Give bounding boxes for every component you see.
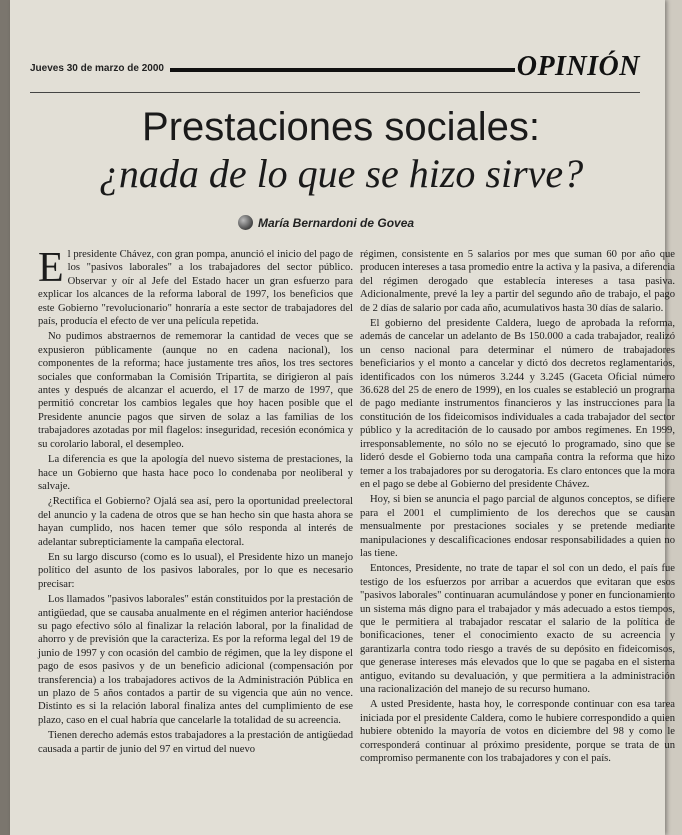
paragraph: Los llamados "pasivos laborales" están constituidos por la prestación de antigüedad, que se causaba anualmente en el régimen anterior haciéndose su pago efectivo sólo al finalizar la relación laboral, por la finalidad de ahorro y de previsión que la caracteriza. Es por la reforma legal del 19 de junio de 1997 y con ocasión del cambio de régimen, que la ley dispone el pago de esos pasivos y de un beneficio adicional (compensación por transferencia) a los trabajadores activos de la Administración Pública en un plazo de 5 años contados a partir de su vigencia que aún no vence. Distinto es si la relación laboral finaliza antes del cumplimiento de ese plazo, caso en el cual habría que cancelarle la totalidad de su acreencia. xyxy=(38,594,353,726)
paragraph: régimen, consistente en 5 salarios por mes que suman 60 por año que producen intereses a tasa promedio entre la activa y la pasiva, a diferencia del régimen derogado que establecía intereses a tasa pasiva. Adicionalmente, prevé la ley a partir del segundo año de trabajo, el pago de 2 días de salario por cada año, acumulativos hasta 30 días de salario. xyxy=(360,249,675,314)
paragraph: El gobierno del presidente Caldera, luego de aprobada la reforma, además de cancelar un adelanto de Bs 150.000 a cada trabajador, realizó un censo nacional para determinar el número de trabajadores beneficiarios y el monto a cancelar y dictó dos decretos reglamentarios, identificados con los números 3.244 y 3.245 (Gaceta Oficial número 36.628 del 25 de enero de 1999), en los cuales se estableció un programa de pago mediante instrumentos financieros y las instrucciones para la constitución de los fideicomisos individuales a cada trabajador del sector público y la acreditación de lo causado por ambos regímenes. En 1999, irresponsablemente, no sólo no se ejecutó lo programado, sino que se lideró desde el Gobierno toda una campaña contra la reforma que hizo temer a los trabajadores por su derogatoria. Es claro entonces que la mora en el pago se debe al Gobierno del presidente Chávez. xyxy=(360,318,675,490)
headline-line-2: ¿nada de lo que se hizo sirve? xyxy=(98,151,584,196)
paragraph: Hoy, si bien se anuncia el pago parcial de algunos conceptos, se difiere para el 2001 el cumplimiento de los derechos que se causan mensualmente por prestaciones sociales y se pretende mediante manipulaciones y descalificaciones endosar responsabilidades a quien no las tiene. xyxy=(360,494,675,559)
paragraph: El presidente Chávez, con gran pompa, anunció el inicio del pago de los "pasivos laborales" a los trabajadores del sector público. Observar y oír al Jefe del Estado hacer un gran esfuerzo para explicar los alcances de la reforma laboral de 1997, los beneficios que este Gobierno "revolucionario" honraría a este sector de trabajadores del país, producía el efecto de ver una película repetida. xyxy=(38,245,353,328)
header-rule xyxy=(170,68,515,72)
paragraph: A usted Presidente, hasta hoy, le corresponde continuar con esa tarea iniciada por el presidente Caldera, como le hubiere correspondido a quien hubiere obtenido la mayoría de votos en diciembre del 98 y como le corresponderá continuar al próximo presidente, porque se trata de un compromiso permanente con los trabajadores y con el país. xyxy=(360,699,675,765)
header-divider xyxy=(30,92,640,93)
publication-date: Jueves 30 de marzo de 2000 xyxy=(30,63,164,74)
headline-line-1: Prestaciones sociales: xyxy=(142,105,540,149)
drop-cap: E xyxy=(38,245,64,291)
article-column-right xyxy=(360,248,675,767)
paragraph: Entonces, Presidente, no trate de tapar el sol con un dedo, el país fue testigo de los esfuerzos por arribar a acuerdos que evitaran que esos "pasivos laborales" continuaran acumulándose y poner en funcionamiento un sistema más digno para el trabajador y más adecuado a estos tiempos, que le permitiera al trabajador rescatar el salario de la política de bonificaciones, tener el conocimiento exacto de su acreencia y garantizarla contra todo riesgo a través de su depósito en fideicomisos, que generase intereses más elevados que lo que se pagaba en el sistema antiguo, evitando su devaluación, y que permitiera a la administración una racionalización del manejo de su recurso humano. xyxy=(360,563,675,695)
byline xyxy=(258,216,414,230)
paragraph: En su largo discurso (como es lo usual), el Presidente hizo un manejo político del asunto de los pasivos laborales, por lo que es necesario precisar: xyxy=(38,551,353,590)
article-column-left xyxy=(38,245,353,758)
paragraph: Tienen derecho además estos trabajadores a la prestación de antigüedad causada a partir de junio del 97 en virtud del nuevo xyxy=(38,730,353,755)
paragraph: La diferencia es que la apología del nuevo sistema de prestaciones, la hace un Gobierno que hasta hace poco lo condenaba por neoliberal y salvaje. xyxy=(38,454,353,492)
byline-bullet-icon xyxy=(238,215,253,230)
page-header xyxy=(30,51,640,95)
section-name: OPINIÓN xyxy=(516,51,640,82)
paragraph: ¿Rectifica el Gobierno? Ojalá sea así, pero la oportunidad preelectoral del anuncio y la cadena de otros que se han hecho sin que hasta ahora se hayan cumplido, nos hacen temer que sólo responda al interés de adelantar subrepticiamente la campaña electoral. xyxy=(38,496,353,548)
paragraph: No pudimos abstraernos de rememorar la cantidad de veces que se expusieron públicamente (aunque no en cadena nacional), los componentes de la reforma; hace justamente tres años, los tres sectores sociales que conformaban la Comisión Tripartita, se dirigieron al país antes y después de alcanzar el acuerdo, el 17 de marzo de 1997, que permitió concretar los cambios legales que hoy hacen posible que el Presidente anuncie pagos que sirven de solaz a las familias de los trabajadores azotadas por mil flagelos: inseguridad, recesión económica y su corolario laboral, el desempleo. xyxy=(38,331,353,450)
author-name: María Bernardoni de Govea xyxy=(258,216,415,230)
